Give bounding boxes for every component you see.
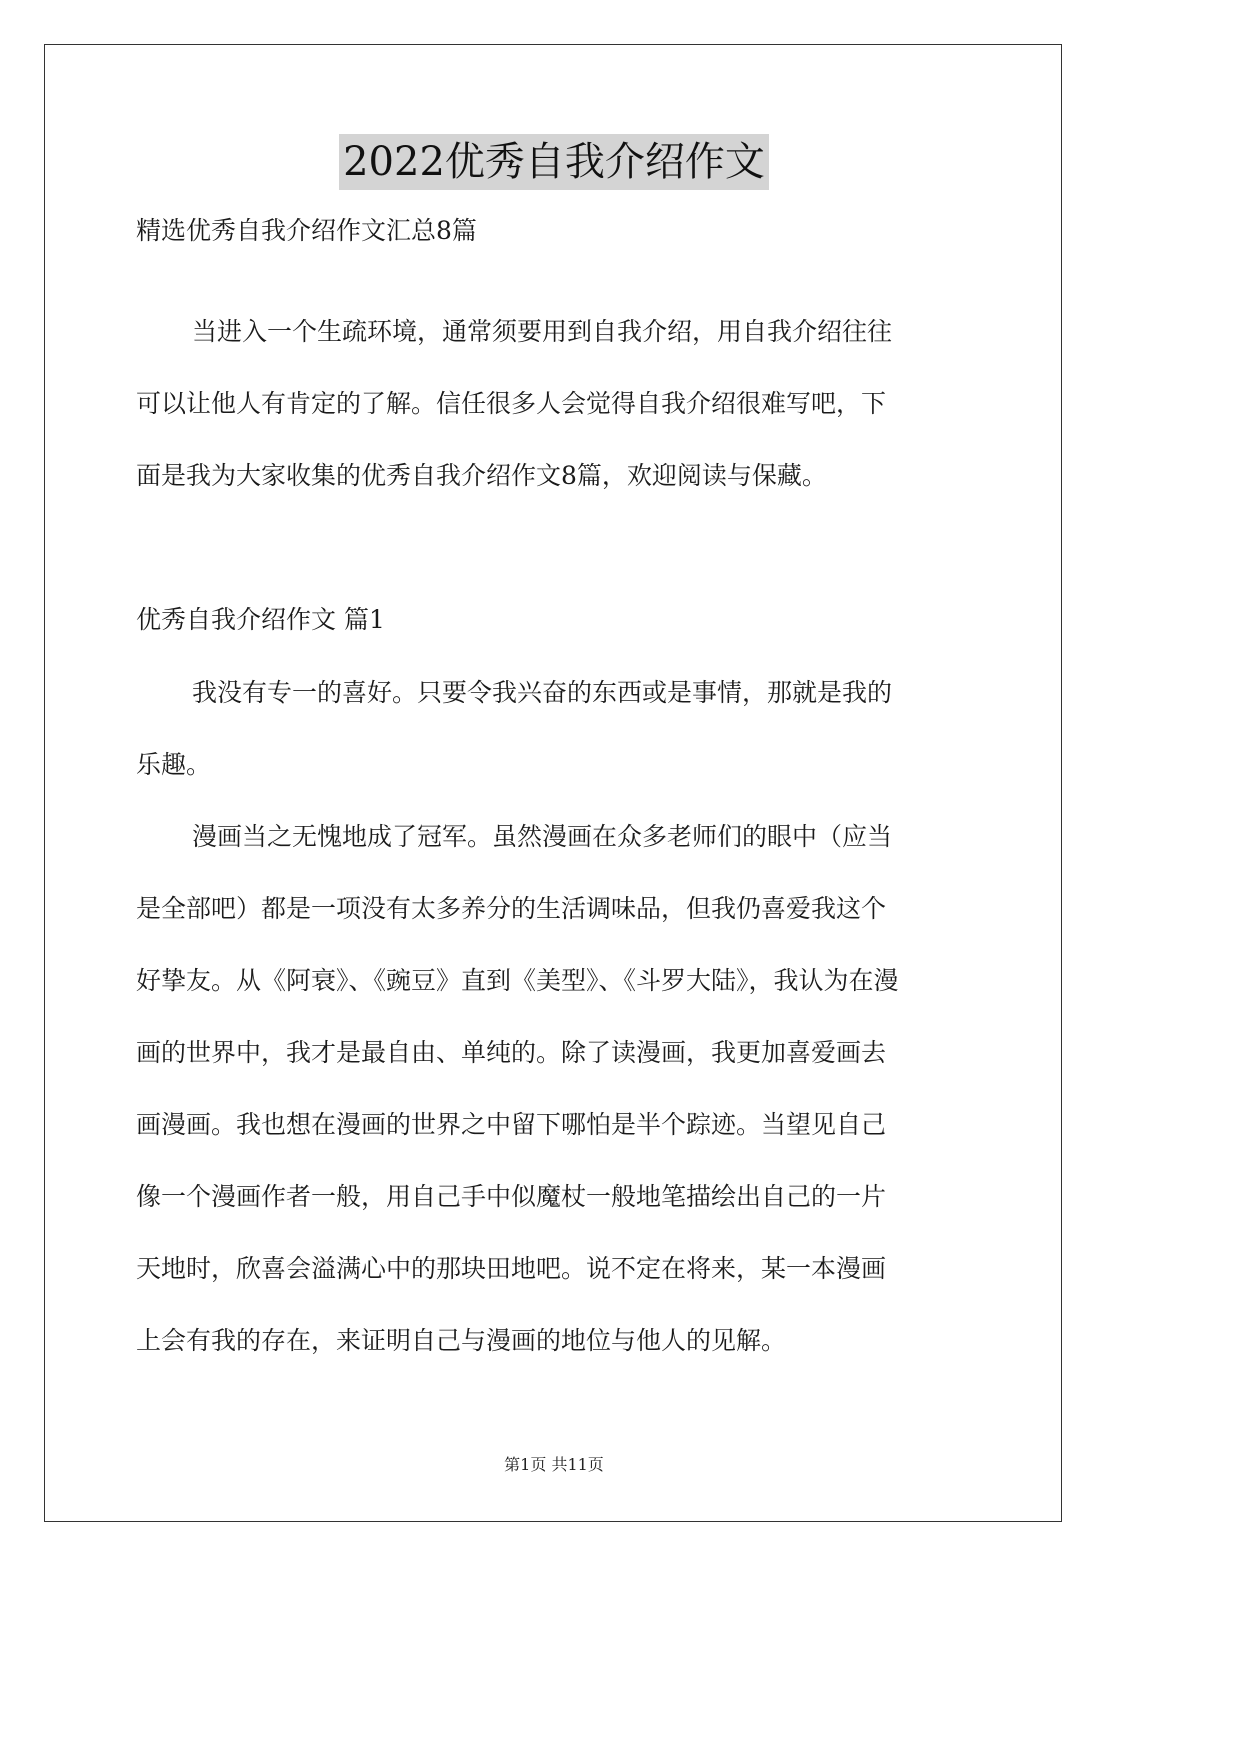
document-subtitle: 精选优秀自我介绍作文汇总8篇 [136,216,477,245]
intro-line: 可以让他人有肯定的了解。信任很多人会觉得自我介绍很难写吧，下 [136,389,887,418]
title-container [0,134,1108,190]
paragraph-line: 天地时，欣喜会溢满心中的那块田地吧。说不定在将来，某一本漫画 [136,1254,887,1283]
page-border [44,44,1062,1522]
paragraph-line: 好挚友。从《阿衰》、《豌豆》直到《美型》、《斗罗大陆》，我认为在漫 [136,966,899,995]
intro-line: 面是我为大家收集的优秀自我介绍作文8篇，欢迎阅读与保藏。 [136,461,827,490]
paragraph-line: 我没有专一的喜好。只要令我兴奋的东西或是事情，那就是我的 [192,678,893,707]
paragraph-line: 乐趣。 [136,750,212,779]
intro-line: 当进入一个生疏环境，通常须要用到自我介绍，用自我介绍往往 [192,317,893,346]
section-heading: 优秀自我介绍作文 篇1 [136,605,385,634]
page-number-footer: 第1页 共11页 [504,1455,604,1474]
paragraph-line: 画漫画。我也想在漫画的世界之中留下哪怕是半个踪迹。当望见自己 [136,1110,887,1139]
paragraph-line: 是全部吧）都是一项没有太多养分的生活调味品，但我仍喜爱我这个 [136,894,887,923]
paragraph-line: 像一个漫画作者一般，用自己手中似魔杖一般地笔描绘出自己的一片 [136,1182,887,1211]
paragraph-line: 漫画当之无愧地成了冠军。虽然漫画在众多老师们的眼中（应当 [192,822,893,851]
paragraph-line: 画的世界中，我才是最自由、单纯的。除了读漫画，我更加喜爱画去 [136,1038,887,1067]
paragraph-line: 上会有我的存在，来证明自己与漫画的地位与他人的见解。 [136,1326,787,1355]
document-title: 2022优秀自我介绍作文 [339,134,769,190]
